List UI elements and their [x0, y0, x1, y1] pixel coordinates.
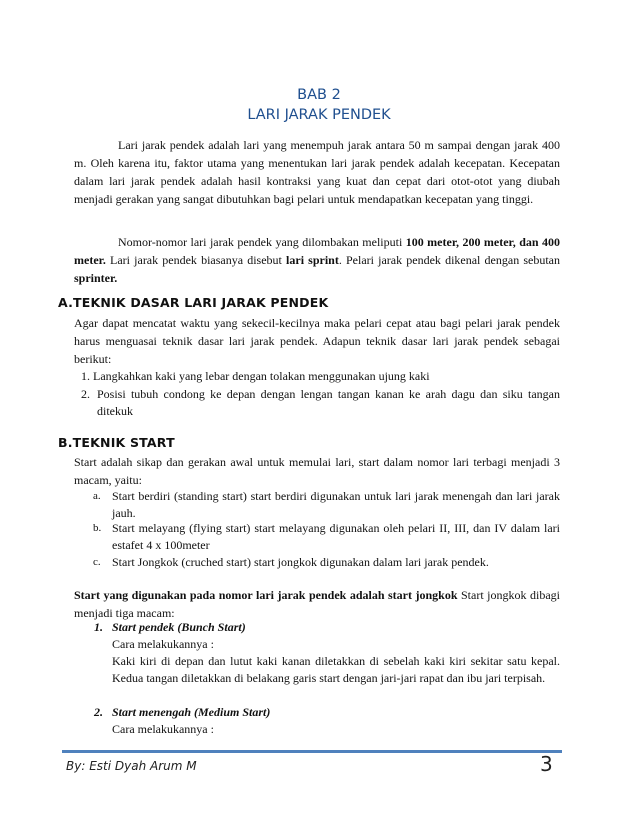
section-a-text: Agar dapat mencatat waktu yang sekecil-kecilnya maka pelari cepat atau bagi pelari jarak pendek harus menguasai teknik dasar lari jarak pendek. Adapun teknik dasar lari jarak pendek sebagai berikut: [74, 316, 560, 366]
section-b-text: Start adalah sikap dan gerakan awal untuk memulai lari, start dalam nomor lari terbagi menjadi 3 macam, yaitu: [74, 455, 560, 487]
sub-number: 1. [94, 620, 103, 634]
sub-title: Start menengah (Medium Start) [112, 705, 271, 719]
chapter-label: BAB 2 [297, 87, 341, 103]
section-b-heading: B.TEKNIK START [58, 435, 175, 450]
sub-description: Kaki kiri di depan dan lutut kaki kanan diletakkan di sebelah kaki kiri sekitar satu kepal. Kedua tangan diletakkan di belakang garis start dengan jari-jari rapat dan ibu jari terpisah. [112, 654, 560, 685]
sub-caption: Cara melakukannya : [112, 722, 214, 736]
sub-caption: Cara melakukannya : [112, 637, 214, 651]
page-title: LARI JARAK PENDEK [247, 107, 391, 123]
page-number: 3 [540, 752, 553, 776]
item-label: a. [93, 490, 101, 502]
intro-paragraph-1: Lari jarak pendek adalah lari yang menempuh jarak antara 50 m sampai dengan jarak 400 m. Oleh karena itu, faktor utama yang menentukan lari jarak pendek adalah kecepatan. Kecepatan dalam lari jarak pendek adalah hasil kontraksi yang kuat dan cepat dari otot-otot yang diubah menjadi gerakan yang sangat dibutuhkan bagi pelari untuk mendapatkan kecepatan yang tinggi. [74, 138, 560, 206]
sub-title: Start pendek (Bunch Start) [112, 620, 246, 634]
list-text: Posisi tubuh condong ke depan dengan lengan tangan kanan ke arah dagu dan siku tangan ditekuk [97, 387, 560, 418]
list-number: 1. [81, 369, 90, 383]
item-text: Start Jongkok (cruched start) start jongkok digunakan dalam lari jarak pendek. [112, 555, 489, 569]
p2-text-c: Lari jarak pendek biasanya disebut [105, 253, 287, 267]
item-text: Start melayang (flying start) start melayang digunakan oleh pelari II, III, dan IV dalam lari estafet 4 x 100meter [112, 521, 560, 552]
p2-sprinter: sprinter. [74, 271, 118, 285]
sub-number: 2. [94, 705, 103, 719]
jongkok-paragraph [74, 586, 560, 622]
jongkok-rest: Start jongkok dibagi menjadi tiga macam: [74, 588, 560, 620]
p2-text-e: . Pelari jarak pendek dikenal dengan sebutan [338, 253, 560, 267]
item-text: Start berdiri (standing start) start berdiri digunakan untuk lari jarak menengah dan lari jarak jauh. [112, 489, 560, 520]
footer-author: By: Esti Dyah Arum M [66, 759, 197, 773]
p2-text-a: Nomor-nomor lari jarak pendek yang dilombakan meliputi [118, 235, 406, 249]
footer-rule [62, 750, 562, 753]
p2-lari-sprint: lari sprint [286, 253, 339, 267]
intro-paragraph-2 [74, 233, 560, 287]
list-item [81, 368, 430, 385]
item-label: c. [93, 556, 101, 568]
p2-distances: 100 meter, 200 meter, dan 400 meter. [74, 235, 560, 267]
item-label: b. [93, 522, 102, 534]
jongkok-bold: Start yang digunakan pada nomor lari jarak pendek adalah start jongkok [74, 588, 458, 602]
list-number: 2. [81, 387, 90, 401]
list-text: Langkahkan kaki yang lebar dengan tolakan menggunakan ujung kaki [93, 369, 430, 383]
section-a-heading: A.TEKNIK DASAR LARI JARAK PENDEK [58, 295, 329, 310]
